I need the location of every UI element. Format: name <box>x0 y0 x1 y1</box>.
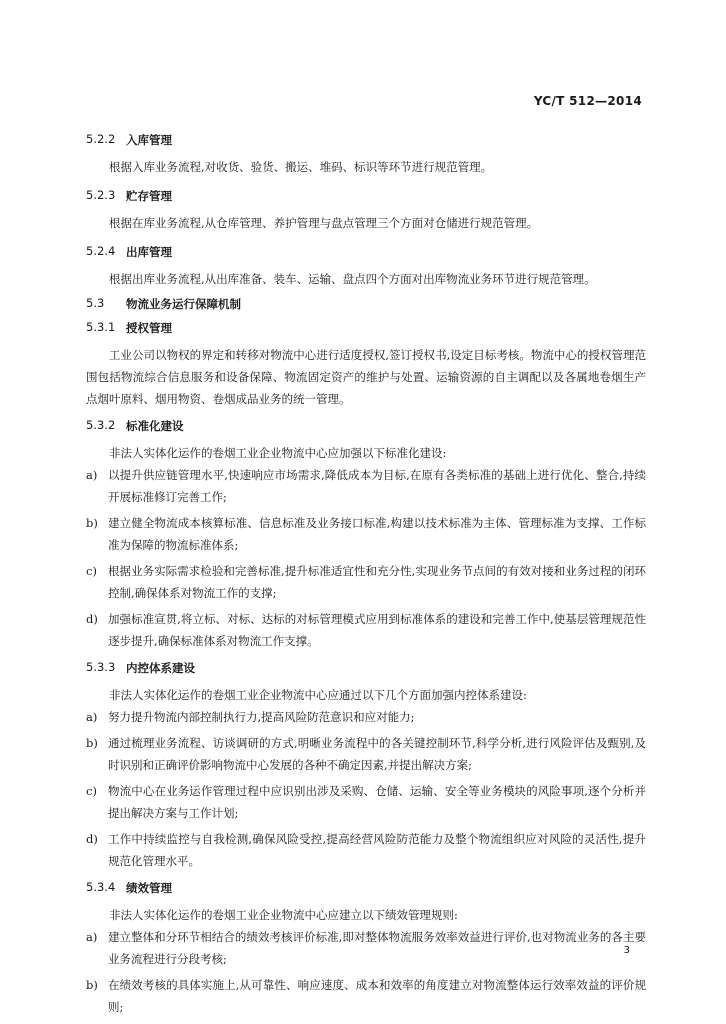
list-marker: d) <box>86 832 98 846</box>
section-body-5-3-1: 工业公司以物权的界定和转移对物流中心进行适度授权,签订授权书,设定目标考核。物流中心的授权管理范围包括物流综合信息服务和设备保障、物流固定资产的维护与处置、运输资源的自主调配以及各属地卷烟生产点烟叶原料、烟用物资、卷烟成品业务的统一管理。 <box>86 348 646 406</box>
section-heading-5-3-3 <box>86 660 646 676</box>
list-item-text: 工作中持续监控与自我检测,确保风险受控,提高经营风险防范能力及整个物流组织应对风险的灵活性,提升规范化管理水平。 <box>108 832 646 868</box>
list-5-3-4 <box>86 926 646 1018</box>
section-title: 贮存管理 <box>126 189 172 203</box>
section-body-5-2-4: 根据出库业务流程,从出库准备、装车、运输、盘点四个方面对出库物流业务环节进行规范管理。 <box>109 272 596 286</box>
list-item-text: 以提升供应链管理水平,快速响应市场需求,降低成本为目标,在原有各类标准的基础上进行优化、整合,持续开展标准修订完善工作; <box>108 468 646 504</box>
section-title: 绩效管理 <box>126 881 172 895</box>
list-item-text: 加强标准宣贯,将立标、对标、达标的对标管理模式应用到标准体系的建设和完善工作中,使基层管理规范性逐步提升,确保标准体系对物流工作支撑。 <box>108 612 646 648</box>
list-marker: b) <box>86 736 98 750</box>
list-marker: c) <box>86 784 97 798</box>
list-5-3-3 <box>86 706 646 872</box>
list-marker: d) <box>86 612 98 626</box>
section-number: 5.3.1 <box>86 320 116 334</box>
list-item-text: 在绩效考核的具体实施上,从可靠性、响应速度、成本和效率的角度建立对物流整体运行效率效益的评价规则; <box>108 978 646 1014</box>
section-intro-5-3-3: 非法人实体化运作的卷烟工业企业物流中心应通过以下几个方面加强内控体系建设: <box>109 688 527 702</box>
list-item <box>86 706 646 728</box>
section-number: 5.3.3 <box>86 660 116 674</box>
list-item <box>86 608 646 652</box>
list-item <box>86 512 646 556</box>
list-marker: a) <box>86 468 98 482</box>
section-heading-5-2-4 <box>86 244 646 260</box>
section-number: 5.3 <box>86 296 105 310</box>
list-5-3-2 <box>86 464 646 652</box>
standard-code: YC/T 512—2014 <box>533 94 642 108</box>
list-item-text: 通过梳理业务流程、访谈调研的方式,明晰业务流程中的各关键控制环节,科学分析,进行风险评估及甄别,及时识别和正确评价影响物流中心发展的各种不确定因素,并提出解决方案; <box>108 736 646 772</box>
section-heading-5-3-1 <box>86 320 646 336</box>
list-item-text: 努力提升物流内部控制执行力,提高风险防范意识和应对能力; <box>108 710 415 724</box>
list-item <box>86 926 646 970</box>
section-heading-5-2-3 <box>86 188 646 204</box>
list-item <box>86 780 646 824</box>
list-item <box>86 732 646 776</box>
section-title: 标准化建设 <box>126 419 184 433</box>
list-marker: b) <box>86 978 98 992</box>
section-title: 内控体系建设 <box>126 661 195 675</box>
section-number: 5.2.4 <box>86 244 116 258</box>
section-heading-5-3 <box>86 296 646 312</box>
section-number: 5.2.3 <box>86 188 116 202</box>
list-item <box>86 828 646 872</box>
list-item <box>86 560 646 604</box>
list-item-text: 根据业务实际需求检验和完善标准,提升标准适宜性和充分性,实现业务节点间的有效对接和业务过程的闭环控制,确保体系对物流工作的支撑; <box>108 564 646 600</box>
section-heading-5-3-4 <box>86 880 646 896</box>
section-number: 5.3.2 <box>86 418 116 432</box>
list-item-text: 建立健全物流成本核算标准、信息标准及业务接口标准,构建以技术标准为主体、管理标准为支撑、工作标准为保障的物流标准体系; <box>108 516 646 552</box>
section-title: 授权管理 <box>126 321 172 335</box>
section-heading-5-3-2 <box>86 418 646 434</box>
section-title: 物流业务运行保障机制 <box>126 297 241 311</box>
section-number: 5.2.2 <box>86 132 116 146</box>
page-content <box>86 132 646 1022</box>
section-intro-5-3-2: 非法人实体化运作的卷烟工业企业物流中心应加强以下标准化建设: <box>109 446 447 460</box>
section-title: 入库管理 <box>126 133 172 147</box>
section-body-5-2-3: 根据在库业务流程,从仓库管理、养护管理与盘点管理三个方面对仓储进行规范管理。 <box>109 216 539 230</box>
section-title: 出库管理 <box>126 245 172 259</box>
list-marker: c) <box>86 564 97 578</box>
list-item-text: 物流中心在业务运作管理过程中应识别出涉及采购、仓储、运输、安全等业务模块的风险事项,逐个分析并提出解决方案与工作计划; <box>108 784 646 820</box>
list-marker: a) <box>86 710 98 724</box>
list-item <box>86 464 646 508</box>
section-body-5-2-2: 根据入库业务流程,对收货、验货、搬运、堆码、标识等环节进行规范管理。 <box>109 160 493 174</box>
list-marker: a) <box>86 930 98 944</box>
list-item <box>86 974 646 1018</box>
list-item-text: 建立整体和分环节相结合的绩效考核评价标准,即对整体物流服务效率效益进行评价,也对物流业务的各主要业务流程进行分段考核; <box>108 930 646 966</box>
section-heading-5-2-2 <box>86 132 646 148</box>
list-marker: b) <box>86 516 98 530</box>
page-number: 3 <box>623 945 630 956</box>
section-number: 5.3.4 <box>86 880 116 894</box>
section-intro-5-3-4: 非法人实体化运作的卷烟工业企业物流中心应建立以下绩效管理规则: <box>109 908 458 922</box>
